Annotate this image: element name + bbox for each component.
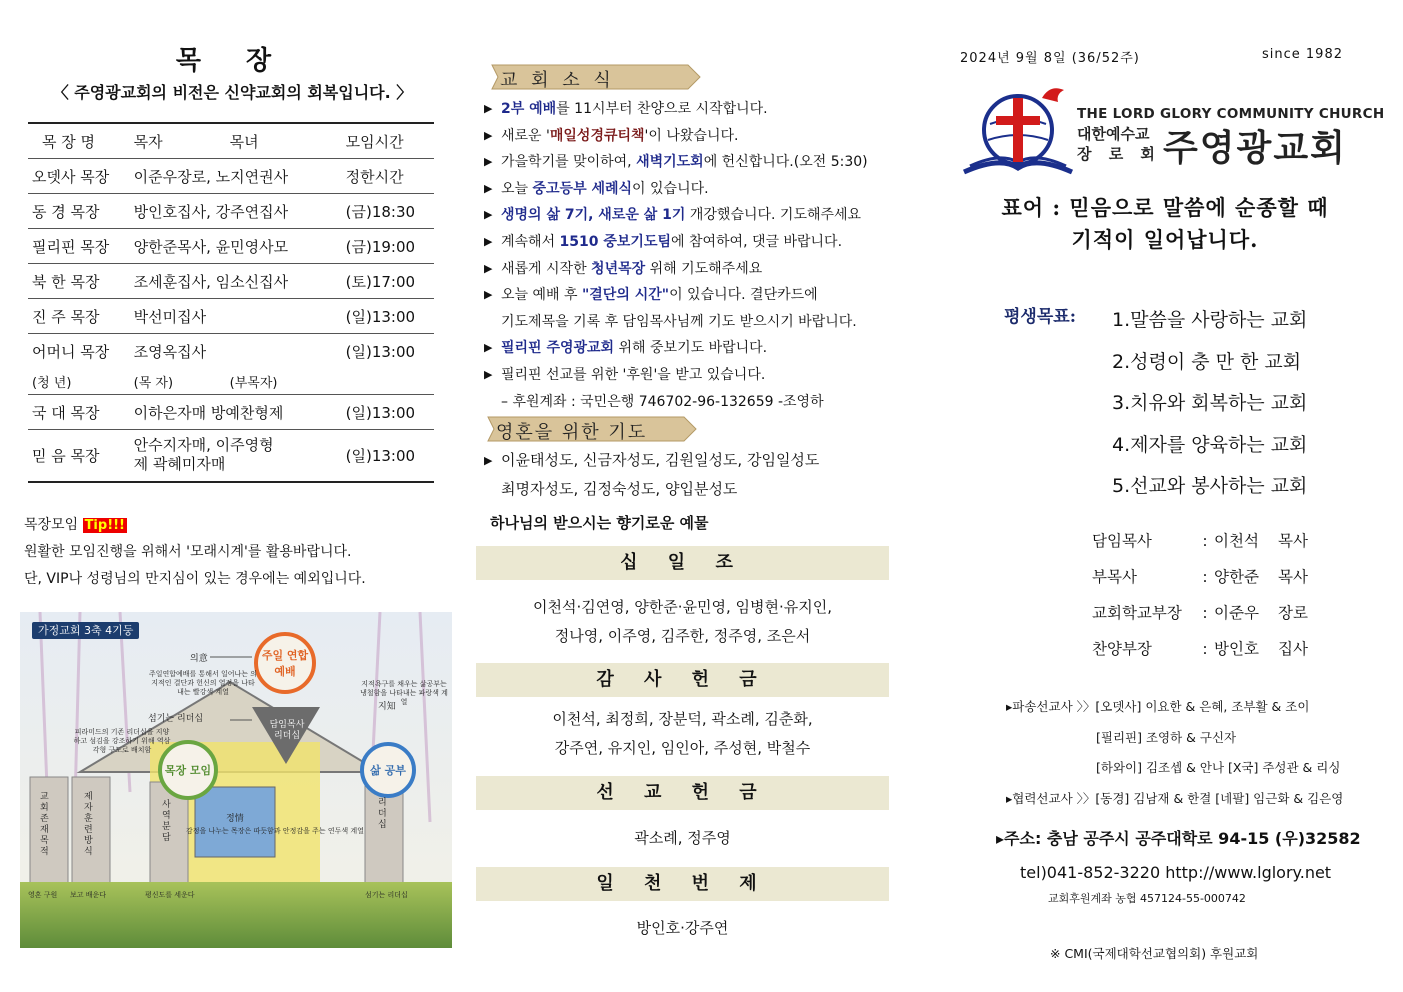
table-row: 국 대 목장 이하은자매 방예찬형제 (일)13:00 <box>28 395 434 430</box>
news-item: ▶ 2부 예배를 11시부터 찬양으로 시작합니다. <box>484 96 904 123</box>
lifetime-goals-list <box>1112 300 1307 508</box>
table-row: 필리핀 목장 양한준목사, 윤민영사모 (금)19:00 <box>28 229 434 264</box>
ilcheon-names: 방인호·강주연 <box>636 919 729 937</box>
table-row: 동 경 목장 방인호집사, 강주연집사 (금)18:30 <box>28 194 434 229</box>
header-name: 목 장 명 <box>42 132 96 151</box>
tip-line: 원활한 모임진행을 위해서 '모래시계'를 활용바랍니다. <box>24 544 352 560</box>
arrow-icon: ▶ <box>484 367 493 381</box>
circle-mokjang-meeting: 목장 모임 <box>158 740 218 800</box>
header-leader: 목자 <box>133 132 163 151</box>
header-coleader: 목녀 <box>229 132 259 151</box>
arrow-icon: ▶ <box>484 155 493 169</box>
arrow-icon: ▶ <box>484 454 493 467</box>
staff-list <box>1092 523 1338 667</box>
table-row: 진 주 목장 박선미집사 (일)13:00 <box>28 299 434 334</box>
news-item: ▶ 새롭게 시작한 청년목장 위해 기도해주세요 <box>484 256 904 283</box>
arrow-icon: ▶ <box>484 288 493 302</box>
address: ▸주소: 충남 공주시 공주대학로 94-15 (우)32582 <box>996 829 1361 848</box>
tithe-header: 십 일 조 <box>476 546 889 580</box>
prayer-list <box>484 446 904 504</box>
contact-info <box>996 822 1361 890</box>
missionaries: ▸파송선교사 〉〉[오뎃사] 이요한 & 은혜, 조부활 & 조이 [필리핀] 조영하 & 구신자 [하와이] 김조셉 & 안나 [X국] 주성관 & 리싱 ▸협력선교사 〉〉[동경] 김남재 & 한결 [네팔] 임근화 & 김은영 <box>1006 699 1344 806</box>
cmi-note: ※ CMI(국제대학선교협의회) 후원교회 <box>1050 946 1259 961</box>
mission-names: 곽소례, 정주영 <box>634 829 731 847</box>
prayer-title: 영혼을 위한 기도 <box>496 422 648 443</box>
arrow-icon: ▶ <box>484 234 493 248</box>
arrow-icon: ▶ <box>484 102 493 115</box>
thanks-header: 감 사 헌 금 <box>476 663 889 697</box>
youth-header-row: (청 년) (목 자) (부목자) <box>28 368 434 395</box>
tip-badge: Tip!!! <box>84 518 125 533</box>
footer-3: 평신도를 세운다 <box>145 891 195 899</box>
table-row: 믿 음 목장 안수지자매, 이주영형제 곽혜미자매 (일)13:00 <box>28 430 434 482</box>
goal-item: 1.말씀을 사랑하는 교회 <box>1112 309 1308 331</box>
offering-title: 하나님의 받으시는 향기로운 예물 <box>490 514 709 532</box>
house-church-illustration <box>20 612 452 948</box>
news-item: ▶ 가을학기를 맞이하여, 새벽기도회에 헌신합니다.(오전 5:30) <box>484 149 904 176</box>
label-leadership: 섬기는 리더십 <box>148 714 204 724</box>
news-item: ▶ 오늘 예배 후 "결단의 시간"이 있습니다. 결단카드에 <box>484 282 904 309</box>
staff-row: 부목사 : 양한준 목사 <box>1092 568 1308 586</box>
pillar-4-text: 리더십 <box>378 798 387 830</box>
vision-statement: 〈 주영광교회의 비전은 신약교회의 회복입니다. 〉 <box>52 83 413 102</box>
tip-heading: 목장모임 Tip!!! <box>24 517 125 533</box>
mission-header: 선 교 헌 금 <box>476 776 889 810</box>
tel-and-website[interactable]: tel)041-852-3220 http://www.lglory.net <box>1020 863 1332 882</box>
church-news-list <box>484 96 904 415</box>
thanks-names: 이천석, 최정희, 장분덕, 곽소례, 김춘화, 강주연, 유지인, 임인아, 주성현, 박철수 <box>552 710 813 757</box>
page-title: 목 장 <box>175 46 290 76</box>
news-item: 기도제목을 기록 후 담임목사님께 기도 받으시기 바랍니다. <box>501 313 857 330</box>
tip-line: 단, VIP나 성령님의 만지심이 있는 경우에는 예외입니다. <box>24 571 366 587</box>
news-item: ▶ 계속해서 1510 중보기도팀에 참여하여, 댓글 바랍니다. <box>484 229 904 256</box>
label-emotion: 정情 <box>226 814 244 824</box>
since-year: since 1982 <box>1262 47 1343 62</box>
table-row: 어머니 목장 조영옥집사 (일)13:00 <box>32 342 416 361</box>
pillar-2-text: 제자훈련방식 <box>84 792 93 857</box>
table-row: 북 한 목장 조세훈집사, 임소신집사 (토)17:00 <box>28 264 434 299</box>
pillar-1-text: 교회존재목적 <box>40 792 49 857</box>
mokjang-table <box>28 122 434 483</box>
church-name-korean: 주영광교회 <box>1163 128 1347 169</box>
triangle-label: 담임목사 리더십 <box>269 720 305 741</box>
tip-section <box>24 512 444 593</box>
label-heart: 의意 <box>190 654 208 664</box>
church-name-english: THE LORD GLORY COMMUNITY CHURCH <box>1077 106 1385 122</box>
denomination: 대한예수교 장 로 회 <box>1077 125 1161 163</box>
text-group: 감정을 나누는 목장은 따듯함과 안정감을 주는 연두색 계열 <box>186 827 364 835</box>
prayer-ribbon <box>484 415 698 441</box>
goal-item: 3.치유와 회복하는 교회 <box>1112 392 1308 414</box>
motto: 표어 : 믿음으로 말씀에 순종할 때 기적이 일어납니다. <box>1001 195 1329 252</box>
news-item: ▶ 오늘 중고등부 세례식이 있습니다. <box>484 176 904 203</box>
goal-item: 5.선교와 봉사하는 교회 <box>1112 475 1308 497</box>
church-logo-icon <box>960 84 1076 176</box>
goal-item: 4.제자를 양육하는 교회 <box>1112 433 1308 456</box>
header-time: 모임시간 <box>345 132 404 151</box>
arrow-icon: ▶ <box>484 261 493 275</box>
news-item: ▶ 필리핀 주영광교회 위해 중보기도 바랍니다. <box>484 335 904 362</box>
goal-item: 2.성령이 충 만 한 교회 <box>1112 350 1302 373</box>
news-title: 교 회 소 식 <box>500 70 615 91</box>
lifetime-goals-label: 평생목표: <box>1004 307 1076 327</box>
arrow-icon: ▶ <box>484 341 493 355</box>
pillar-3-text: 사역분담 <box>162 800 171 843</box>
news-item: ▶ 필리핀 선교를 위한 '후원'을 받고 있습니다. <box>484 362 904 389</box>
tithe-names: 이천석·김연영, 양한준·윤민영, 임병현·유지인, 정나영, 이주영, 김주한, 정주영, 조은서 <box>533 598 832 645</box>
bulletin-date: 2024년 9월 8일 (36/52주) <box>960 51 1140 66</box>
staff-row: 찬양부장 : 방인호 집사 <box>1092 640 1308 658</box>
arrow-icon: ▶ <box>484 208 493 222</box>
news-ribbon <box>488 63 702 89</box>
text-study: 지적욕구를 채우는 삶공부는 냉철함을 나타내는 파랑색 계열 <box>360 680 448 706</box>
circle-sunday-worship: 주일 연합예배 <box>254 632 316 694</box>
ilcheon-header: 일 천 번 제 <box>476 867 889 901</box>
news-item: – 후원계좌 : 국민은행 746702-96-132659 -조영하 <box>501 393 824 410</box>
illustration-banner: 가정교회 3축 4기둥 <box>32 622 139 639</box>
prayer-line: ▶ 이윤태성도, 신금자성도, 김원일성도, 강임일성도 <box>484 446 904 475</box>
arrow-icon: ▶ <box>484 181 493 195</box>
staff-row: 교회학교부장 : 이준우 장로 <box>1092 604 1308 622</box>
table-header-row <box>28 123 434 159</box>
footer-2: 보고 배운다 <box>70 891 107 899</box>
donation-account: 교회후원계좌 농협 457124-55-000742 <box>1048 892 1246 905</box>
news-item: ▶ 새로운 '매일성경큐티책'이 나왔습니다. <box>484 123 904 150</box>
circle-life-study: 삶 공부 <box>360 742 416 798</box>
footer-1: 영혼 구원 <box>28 891 58 899</box>
arrow-icon: ▶ <box>484 128 493 142</box>
footer-4: 섬기는 리더십 <box>365 891 408 899</box>
news-item: ▶ 생명의 삶 7기, 새로운 삶 1기 개강했습니다. 기도해주세요 <box>484 202 904 229</box>
text-worship: 주일연합예배를 통해서 일어나는 의지적인 결단과 헌신의 열정을 나타내는 빨강색 계열 <box>148 670 258 696</box>
staff-row: 담임목사 : 이천석 목사 <box>1092 532 1308 550</box>
prayer-line: 최명자성도, 김정숙성도, 양입분성도 <box>501 480 738 498</box>
table-row: 오뎃사 목장 이준우장로, 노지연권사 정한시간 <box>28 159 434 194</box>
text-pyramid: 피라미드의 기존 리더십을 지양하고 섬김을 강조하기 위해 역삼각형 구도로 배치함 <box>73 728 171 754</box>
label-will: 지知 <box>378 702 396 712</box>
